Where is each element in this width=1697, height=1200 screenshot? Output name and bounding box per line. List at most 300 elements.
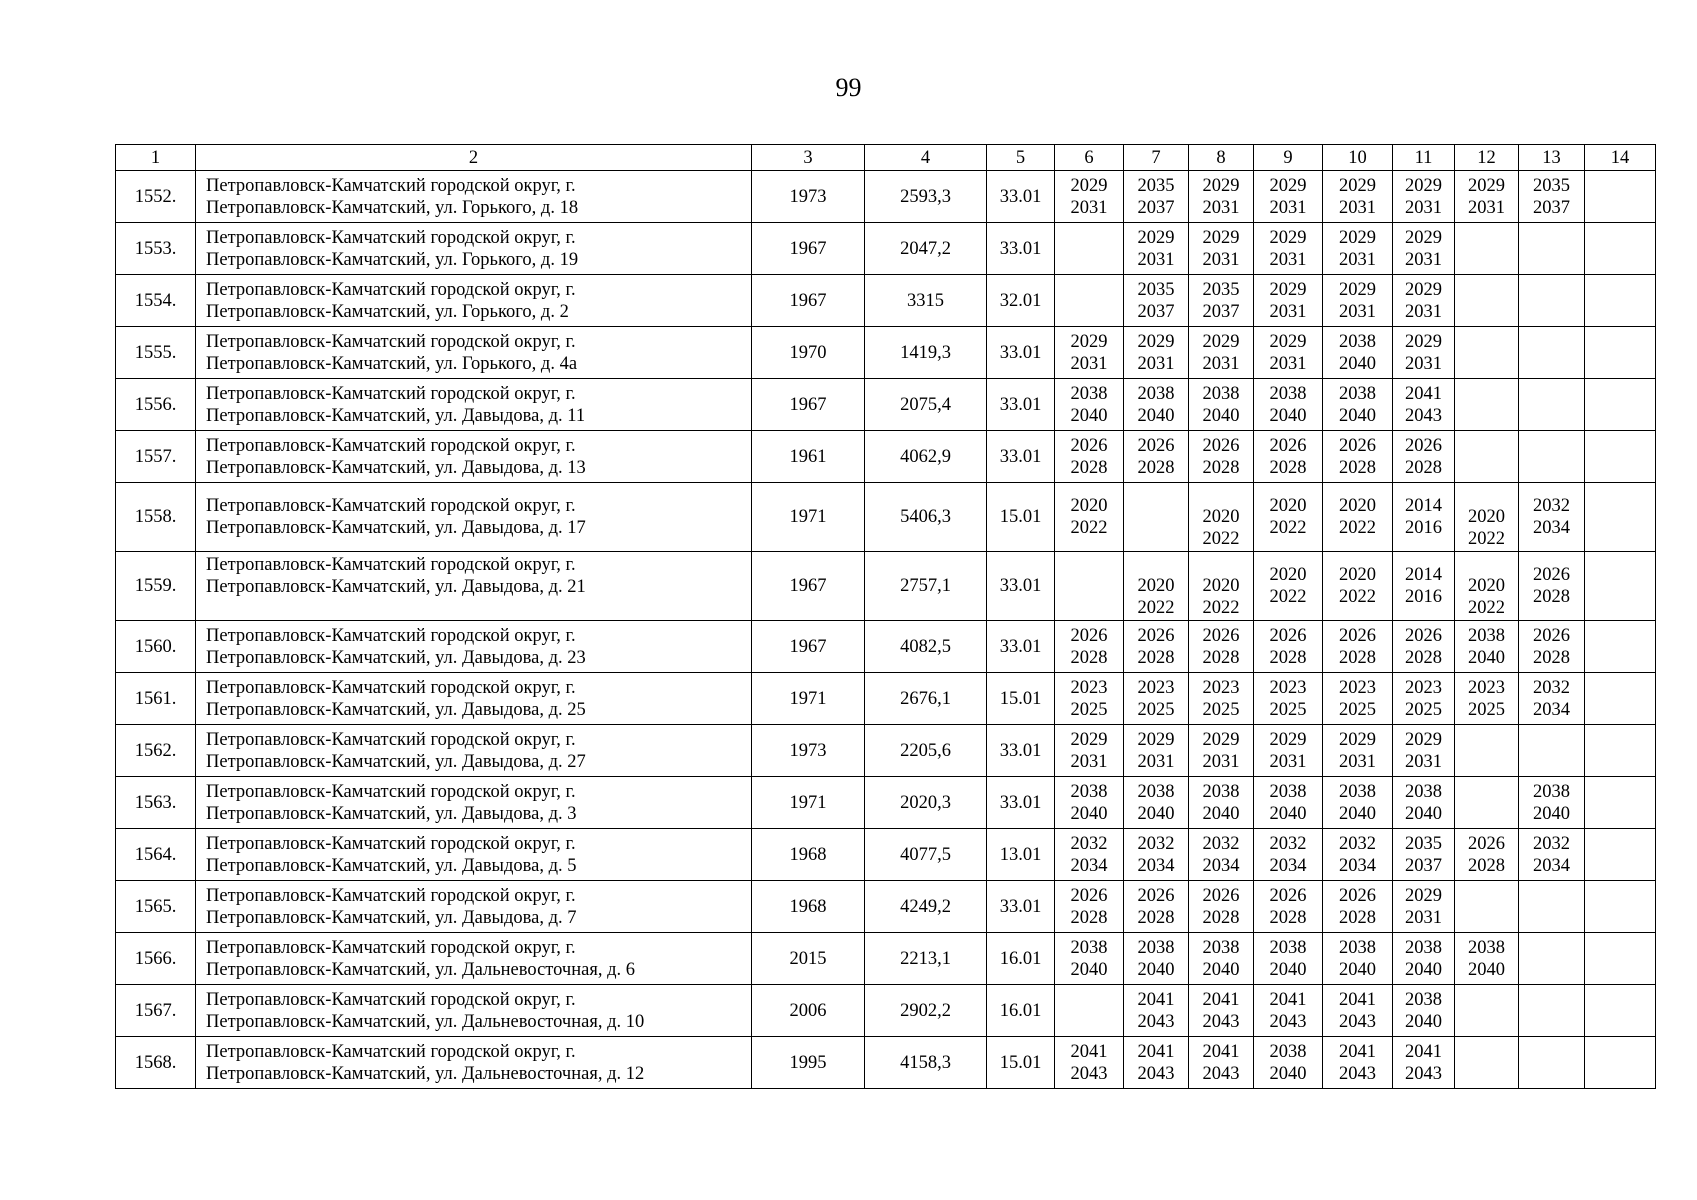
start-year: 2020 xyxy=(1070,496,1108,516)
year-range-cell xyxy=(1585,985,1656,1037)
year-range-cell xyxy=(1393,223,1455,275)
year-range-cell xyxy=(1254,881,1323,933)
year-range-cell xyxy=(1455,881,1519,933)
start-year: 2038 xyxy=(1137,937,1175,958)
end-year: 2034 xyxy=(1533,855,1570,876)
end-year: 2028 xyxy=(1269,647,1307,668)
end-year: 2031 xyxy=(1269,301,1307,322)
address-cell xyxy=(196,985,752,1037)
start-year: 2014 xyxy=(1405,565,1442,585)
start-year: 2041 xyxy=(1137,989,1175,1010)
table-row xyxy=(116,673,1656,725)
year-range-cell xyxy=(1323,552,1393,621)
year-range-cell xyxy=(1323,483,1393,552)
year-range-cell xyxy=(1124,327,1189,379)
table-row xyxy=(116,777,1656,829)
address-cell xyxy=(196,933,752,985)
end-year: 2034 xyxy=(1137,855,1175,876)
year-range-cell xyxy=(1189,171,1254,223)
start-year: 2029 xyxy=(1468,175,1505,196)
start-year: 2020 xyxy=(1269,565,1307,585)
end-year: 2034 xyxy=(1533,518,1570,538)
year-range-cell xyxy=(1055,829,1124,881)
end-year: 2025 xyxy=(1405,699,1442,720)
address-line-2: Петропавловск-Камчатский, ул. Давыдова, д. 17 xyxy=(206,518,586,538)
year-range-cell xyxy=(1519,777,1585,829)
year-range-cell xyxy=(1254,223,1323,275)
address-line-1: Петропавловск-Камчатский городской округ, г. xyxy=(206,555,576,575)
year-range-cell xyxy=(1254,673,1323,725)
year-range-cell xyxy=(1189,223,1254,275)
year-range-cell xyxy=(1455,431,1519,483)
end-year: 2025 xyxy=(1339,699,1376,720)
year-range-cell xyxy=(1124,431,1189,483)
start-year: 2029 xyxy=(1269,331,1307,352)
year-range-cell xyxy=(1254,985,1323,1037)
year-range-cell xyxy=(1189,379,1254,431)
year-range-cell xyxy=(1393,171,1455,223)
start-year: 2026 xyxy=(1405,435,1442,456)
end-year: 2037 xyxy=(1202,301,1240,322)
start-year: 2026 xyxy=(1070,625,1108,646)
floor-area: 2020,3 xyxy=(865,777,987,829)
end-year: 2034 xyxy=(1202,855,1240,876)
year-range-cell xyxy=(1055,327,1124,379)
address-line-1: Петропавловск-Камчатский городской округ, г. xyxy=(206,279,576,300)
year-range-cell xyxy=(1189,275,1254,327)
end-year: 2022 xyxy=(1202,529,1240,549)
end-year: 2022 xyxy=(1070,518,1108,538)
end-year: 2028 xyxy=(1533,587,1570,607)
column-header: 1 xyxy=(116,145,196,171)
start-year: 2032 xyxy=(1533,496,1570,516)
end-year: 2031 xyxy=(1405,353,1442,374)
row-number: 1564. xyxy=(116,829,196,881)
year-range-cell xyxy=(1519,933,1585,985)
year-range-cell xyxy=(1393,829,1455,881)
year-range-cell xyxy=(1455,327,1519,379)
end-year: 2016 xyxy=(1405,518,1442,538)
year-range-cell xyxy=(1455,829,1519,881)
start-year: 2020 xyxy=(1468,576,1505,596)
year-range-cell xyxy=(1585,881,1656,933)
address-line-2: Петропавловск-Камчатский, ул. Давыдова, д. 3 xyxy=(206,803,577,824)
column-header: 8 xyxy=(1189,145,1254,171)
end-year: 2031 xyxy=(1269,249,1307,270)
year-range-cell xyxy=(1455,777,1519,829)
code-cell: 33.01 xyxy=(987,223,1055,275)
start-year: 2026 xyxy=(1070,435,1108,456)
end-year: 2040 xyxy=(1137,803,1175,824)
year-range-cell xyxy=(1055,223,1124,275)
build-year: 2006 xyxy=(752,985,865,1037)
year-range-cell xyxy=(1189,552,1254,621)
start-year: 2026 xyxy=(1269,435,1307,456)
start-year: 2041 xyxy=(1405,1041,1442,1062)
start-year: 2038 xyxy=(1339,781,1376,802)
year-range-cell xyxy=(1055,431,1124,483)
table-row xyxy=(116,1037,1656,1089)
floor-area: 5406,3 xyxy=(865,483,987,552)
start-year: 2041 xyxy=(1269,989,1307,1010)
year-range-cell xyxy=(1455,171,1519,223)
table-row xyxy=(116,725,1656,777)
buildings-table xyxy=(115,144,1656,1089)
year-range-cell xyxy=(1254,171,1323,223)
end-year: 2028 xyxy=(1137,907,1175,928)
year-range-cell xyxy=(1519,829,1585,881)
year-range-cell xyxy=(1455,275,1519,327)
end-year: 2028 xyxy=(1269,457,1307,478)
end-year: 2031 xyxy=(1339,751,1376,772)
end-year: 2043 xyxy=(1202,1063,1240,1084)
column-header: 2 xyxy=(196,145,752,171)
start-year: 2038 xyxy=(1269,1041,1307,1062)
address-cell xyxy=(196,171,752,223)
start-year: 2023 xyxy=(1468,677,1505,698)
year-range-cell xyxy=(1189,725,1254,777)
year-range-cell xyxy=(1323,621,1393,673)
year-range-cell xyxy=(1189,1037,1254,1089)
code-cell: 16.01 xyxy=(987,933,1055,985)
table-row xyxy=(116,275,1656,327)
year-range-cell xyxy=(1124,673,1189,725)
year-range-cell xyxy=(1124,881,1189,933)
end-year: 2034 xyxy=(1269,855,1307,876)
floor-area: 2213,1 xyxy=(865,933,987,985)
start-year: 2023 xyxy=(1269,677,1307,698)
start-year: 2026 xyxy=(1339,625,1376,646)
year-range-cell xyxy=(1323,881,1393,933)
year-range-cell xyxy=(1323,673,1393,725)
year-range-cell xyxy=(1519,552,1585,621)
end-year: 2040 xyxy=(1269,959,1307,980)
address-line-2: Петропавловск-Камчатский, ул. Горького, д. 2 xyxy=(206,301,569,322)
year-range-cell xyxy=(1124,725,1189,777)
code-cell: 33.01 xyxy=(987,725,1055,777)
year-range-cell xyxy=(1254,327,1323,379)
end-year: 2040 xyxy=(1202,803,1240,824)
year-range-cell xyxy=(1323,431,1393,483)
start-year: 2038 xyxy=(1339,383,1376,404)
start-year: 2020 xyxy=(1269,496,1307,516)
end-year: 2040 xyxy=(1339,959,1376,980)
end-year: 2028 xyxy=(1339,457,1376,478)
address-line-1: Петропавловск-Камчатский городской округ, г. xyxy=(206,227,576,248)
year-range-cell xyxy=(1393,1037,1455,1089)
build-year: 1967 xyxy=(752,275,865,327)
end-year: 2028 xyxy=(1405,647,1442,668)
start-year: 2032 xyxy=(1202,833,1240,854)
start-year: 2020 xyxy=(1202,576,1240,596)
end-year: 2031 xyxy=(1137,249,1175,270)
start-year: 2032 xyxy=(1533,677,1570,698)
year-range-cell xyxy=(1055,725,1124,777)
address-line-2: Петропавловск-Камчатский, ул. Горького, д. 18 xyxy=(206,197,579,218)
end-year: 2040 xyxy=(1339,405,1376,426)
year-range-cell xyxy=(1585,673,1656,725)
end-year: 2031 xyxy=(1405,197,1442,218)
start-year: 2026 xyxy=(1137,435,1175,456)
end-year: 2031 xyxy=(1202,353,1240,374)
year-range-cell xyxy=(1393,933,1455,985)
year-range-cell xyxy=(1393,985,1455,1037)
address-cell xyxy=(196,673,752,725)
floor-area: 2205,6 xyxy=(865,725,987,777)
end-year: 2031 xyxy=(1202,751,1240,772)
year-range-cell xyxy=(1055,483,1124,552)
row-number: 1562. xyxy=(116,725,196,777)
start-year: 2026 xyxy=(1137,625,1175,646)
year-range-cell xyxy=(1519,379,1585,431)
code-cell: 16.01 xyxy=(987,985,1055,1037)
year-range-cell xyxy=(1189,881,1254,933)
column-header: 3 xyxy=(752,145,865,171)
year-range-cell xyxy=(1519,725,1585,777)
year-range-cell xyxy=(1455,552,1519,621)
end-year: 2031 xyxy=(1339,197,1376,218)
end-year: 2040 xyxy=(1202,959,1240,980)
year-range-cell xyxy=(1254,431,1323,483)
start-year: 2032 xyxy=(1533,833,1570,854)
year-range-cell xyxy=(1124,379,1189,431)
column-header: 10 xyxy=(1323,145,1393,171)
start-year: 2029 xyxy=(1405,729,1442,750)
end-year: 2022 xyxy=(1269,587,1307,607)
end-year: 2031 xyxy=(1070,197,1108,218)
year-range-cell xyxy=(1519,431,1585,483)
end-year: 2016 xyxy=(1405,587,1442,607)
table-row xyxy=(116,933,1656,985)
end-year: 2022 xyxy=(1202,598,1240,618)
year-range-cell xyxy=(1124,621,1189,673)
year-range-cell xyxy=(1519,621,1585,673)
year-range-cell xyxy=(1393,379,1455,431)
end-year: 2025 xyxy=(1202,699,1240,720)
start-year: 2035 xyxy=(1137,279,1175,300)
year-range-cell xyxy=(1585,829,1656,881)
floor-area: 2075,4 xyxy=(865,379,987,431)
end-year: 2031 xyxy=(1339,249,1376,270)
start-year: 2029 xyxy=(1202,227,1240,248)
year-range-cell xyxy=(1455,725,1519,777)
start-year: 2029 xyxy=(1405,885,1442,906)
end-year: 2031 xyxy=(1269,353,1307,374)
year-range-cell xyxy=(1519,1037,1585,1089)
end-year: 2040 xyxy=(1405,1011,1442,1032)
end-year: 2040 xyxy=(1339,353,1376,374)
table-row xyxy=(116,379,1656,431)
year-range-cell xyxy=(1254,933,1323,985)
start-year: 2032 xyxy=(1269,833,1307,854)
start-year: 2029 xyxy=(1137,227,1175,248)
year-range-cell xyxy=(1055,985,1124,1037)
year-range-cell xyxy=(1393,552,1455,621)
end-year: 2043 xyxy=(1339,1011,1376,1032)
start-year: 2035 xyxy=(1533,175,1570,196)
row-number: 1560. xyxy=(116,621,196,673)
build-year: 1968 xyxy=(752,881,865,933)
year-range-cell xyxy=(1124,552,1189,621)
year-range-cell xyxy=(1393,777,1455,829)
year-range-cell xyxy=(1055,777,1124,829)
end-year: 2031 xyxy=(1405,751,1442,772)
end-year: 2043 xyxy=(1137,1011,1175,1032)
end-year: 2037 xyxy=(1533,197,1570,218)
year-range-cell xyxy=(1519,275,1585,327)
column-header: 14 xyxy=(1585,145,1656,171)
floor-area: 1419,3 xyxy=(865,327,987,379)
year-range-cell xyxy=(1393,431,1455,483)
address-cell xyxy=(196,223,752,275)
end-year: 2025 xyxy=(1468,699,1505,720)
year-range-cell xyxy=(1393,483,1455,552)
start-year: 2029 xyxy=(1405,279,1442,300)
table-row xyxy=(116,552,1656,621)
start-year: 2038 xyxy=(1405,781,1442,802)
address-line-1: Петропавловск-Камчатский городской округ, г. xyxy=(206,331,576,352)
column-header: 13 xyxy=(1519,145,1585,171)
start-year: 2038 xyxy=(1269,383,1307,404)
address-line-1: Петропавловск-Камчатский городской округ, г. xyxy=(206,1041,576,1062)
address-cell xyxy=(196,275,752,327)
year-range-cell xyxy=(1455,621,1519,673)
floor-area: 4249,2 xyxy=(865,881,987,933)
year-range-cell xyxy=(1519,985,1585,1037)
start-year: 2020 xyxy=(1468,507,1505,527)
address-cell xyxy=(196,327,752,379)
start-year: 2023 xyxy=(1137,677,1175,698)
year-range-cell xyxy=(1254,829,1323,881)
build-year: 2015 xyxy=(752,933,865,985)
column-header: 4 xyxy=(865,145,987,171)
end-year: 2037 xyxy=(1405,855,1442,876)
end-year: 2025 xyxy=(1070,699,1108,720)
year-range-cell xyxy=(1585,327,1656,379)
end-year: 2022 xyxy=(1468,598,1505,618)
floor-area: 4077,5 xyxy=(865,829,987,881)
address-line-2: Петропавловск-Камчатский, ул. Давыдова, д. 11 xyxy=(206,405,586,426)
start-year: 2029 xyxy=(1269,227,1307,248)
start-year: 2029 xyxy=(1269,279,1307,300)
floor-area: 2676,1 xyxy=(865,673,987,725)
year-range-cell xyxy=(1393,275,1455,327)
start-year: 2026 xyxy=(1339,435,1376,456)
end-year: 2028 xyxy=(1269,907,1307,928)
row-number: 1568. xyxy=(116,1037,196,1089)
year-range-cell xyxy=(1189,829,1254,881)
year-range-cell xyxy=(1585,275,1656,327)
end-year: 2031 xyxy=(1137,353,1175,374)
table-row xyxy=(116,881,1656,933)
column-header: 11 xyxy=(1393,145,1455,171)
end-year: 2040 xyxy=(1468,959,1505,980)
start-year: 2029 xyxy=(1070,729,1108,750)
year-range-cell xyxy=(1585,621,1656,673)
address-line-1: Петропавловск-Камчатский городской округ, г. xyxy=(206,781,576,802)
table-row xyxy=(116,985,1656,1037)
start-year: 2041 xyxy=(1202,989,1240,1010)
code-cell: 33.01 xyxy=(987,379,1055,431)
end-year: 2040 xyxy=(1137,959,1175,980)
year-range-cell xyxy=(1254,621,1323,673)
start-year: 2026 xyxy=(1468,833,1505,854)
floor-area: 4158,3 xyxy=(865,1037,987,1089)
build-year: 1973 xyxy=(752,171,865,223)
year-range-cell xyxy=(1189,985,1254,1037)
floor-area: 2593,3 xyxy=(865,171,987,223)
start-year: 2038 xyxy=(1070,937,1108,958)
row-number: 1558. xyxy=(116,483,196,552)
address-cell xyxy=(196,431,752,483)
start-year: 2020 xyxy=(1202,507,1240,527)
end-year: 2034 xyxy=(1533,699,1570,720)
build-year: 1967 xyxy=(752,223,865,275)
address-cell xyxy=(196,483,752,552)
start-year: 2029 xyxy=(1339,175,1376,196)
start-year: 2026 xyxy=(1269,885,1307,906)
start-year: 2038 xyxy=(1405,989,1442,1010)
end-year: 2034 xyxy=(1070,855,1108,876)
end-year: 2043 xyxy=(1405,405,1442,426)
year-range-cell xyxy=(1455,673,1519,725)
code-cell: 15.01 xyxy=(987,673,1055,725)
year-range-cell xyxy=(1393,673,1455,725)
year-range-cell xyxy=(1254,379,1323,431)
year-range-cell xyxy=(1519,171,1585,223)
end-year: 2028 xyxy=(1202,457,1240,478)
end-year: 2040 xyxy=(1405,959,1442,980)
code-cell: 33.01 xyxy=(987,552,1055,621)
table-row xyxy=(116,621,1656,673)
address-line-1: Петропавловск-Камчатский городской округ, г. xyxy=(206,496,576,516)
start-year: 2038 xyxy=(1202,383,1240,404)
year-range-cell xyxy=(1585,431,1656,483)
code-cell: 33.01 xyxy=(987,777,1055,829)
year-range-cell xyxy=(1055,552,1124,621)
year-range-cell xyxy=(1323,327,1393,379)
build-year: 1967 xyxy=(752,621,865,673)
floor-area: 2902,2 xyxy=(865,985,987,1037)
year-range-cell xyxy=(1455,483,1519,552)
row-number: 1553. xyxy=(116,223,196,275)
start-year: 2026 xyxy=(1070,885,1108,906)
end-year: 2031 xyxy=(1137,751,1175,772)
end-year: 2043 xyxy=(1405,1063,1442,1084)
start-year: 2038 xyxy=(1137,383,1175,404)
end-year: 2028 xyxy=(1405,457,1442,478)
build-year: 1968 xyxy=(752,829,865,881)
address-line-1: Петропавловск-Камчатский городской округ, г. xyxy=(206,729,576,750)
start-year: 2038 xyxy=(1468,625,1505,646)
address-line-1: Петропавловск-Камчатский городской округ, г. xyxy=(206,175,576,196)
address-cell xyxy=(196,621,752,673)
start-year: 2029 xyxy=(1339,729,1376,750)
start-year: 2020 xyxy=(1339,565,1376,585)
start-year: 2029 xyxy=(1405,331,1442,352)
year-range-cell xyxy=(1254,1037,1323,1089)
floor-area: 3315 xyxy=(865,275,987,327)
floor-area: 4082,5 xyxy=(865,621,987,673)
address-cell xyxy=(196,1037,752,1089)
table-row xyxy=(116,483,1656,552)
year-range-cell xyxy=(1124,1037,1189,1089)
start-year: 2041 xyxy=(1202,1041,1240,1062)
year-range-cell xyxy=(1254,552,1323,621)
year-range-cell xyxy=(1189,933,1254,985)
floor-area: 2047,2 xyxy=(865,223,987,275)
end-year: 2034 xyxy=(1339,855,1376,876)
